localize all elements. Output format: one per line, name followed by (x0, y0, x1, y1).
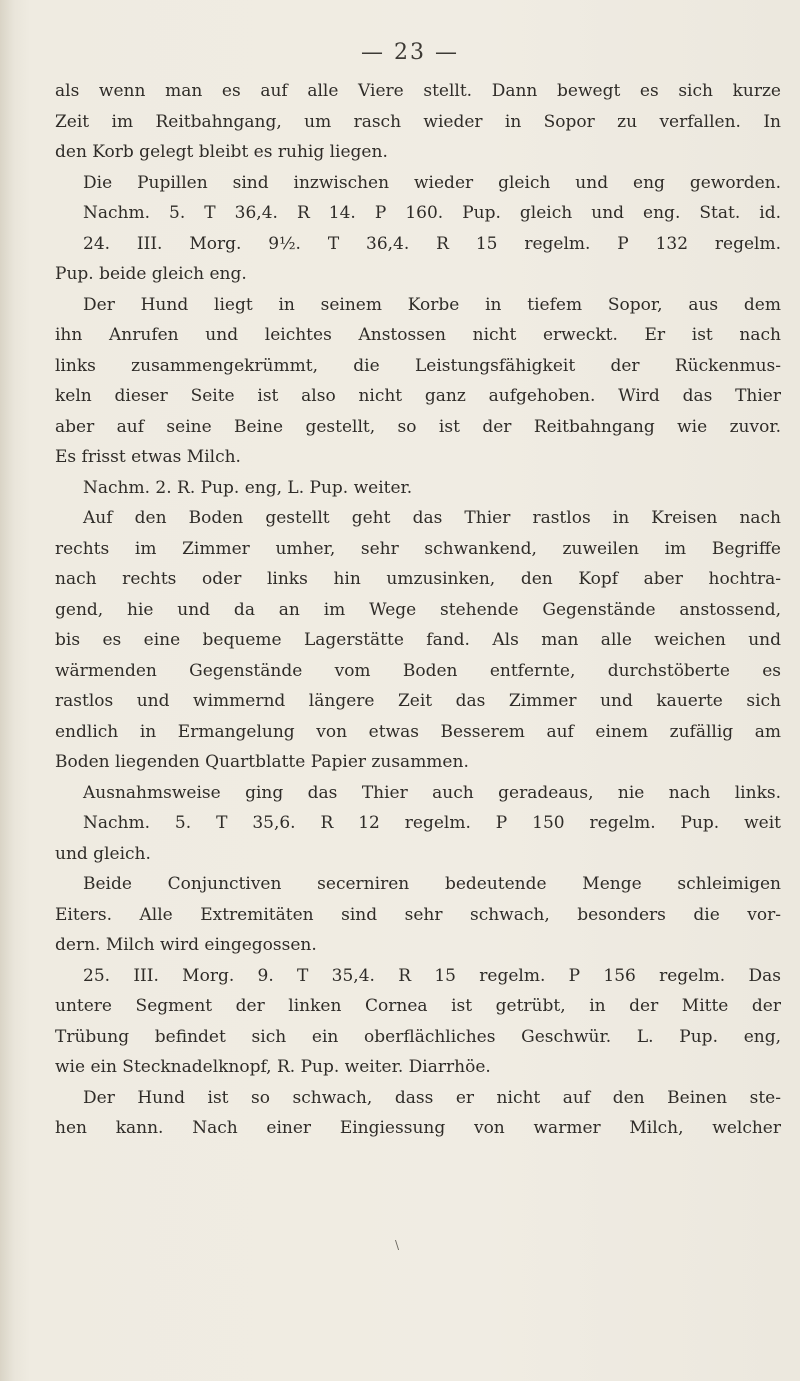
text-line: rechts im Zimmer umher, sehr schwankend, zuweilen im Begriffe (55, 538, 781, 559)
text-line: links zusammengekrümmt, die Leistungsfähigkeit der Rückenmus- (55, 355, 781, 376)
page-number: — 23 — (361, 40, 459, 65)
text-line: gend, hie und da an im Wege stehende Gegenstände anstossend, (55, 599, 781, 620)
text-line: keln dieser Seite ist also nicht ganz aufgehoben. Wird das Thier (55, 386, 781, 406)
text-line: Der Hund liegt in seinem Korbe in tiefem Sopor, aus dem (83, 294, 781, 315)
text-line: Beide Conjunctiven secerniren bedeutende Menge schleimigen (83, 874, 781, 894)
text-line: und gleich. (55, 843, 151, 864)
text-line: hen kann. Nach einer Eingiessung von warmer Milch, welcher (55, 1118, 781, 1138)
text-line: 25. III. Morg. 9. T 35,4. R 15 regelm. P 156 regelm. Das (83, 965, 781, 986)
footer-mark: \ (395, 1238, 400, 1252)
text-line: aber auf seine Beine gestellt, so ist der Reitbahngang wie zuvor. (55, 416, 781, 437)
text-line: untere Segment der linken Cornea ist getrübt, in der Mitte der (55, 996, 781, 1016)
text-line: nach rechts oder links hin umzusinken, den Kopf aber hochtra- (55, 569, 781, 589)
text-line: Es frisst etwas Milch. (55, 447, 241, 467)
text-line: Trübung befindet sich ein oberflächliches Geschwür. L. Pup. eng, (55, 1026, 781, 1047)
text-line: dern. Milch wird eingegossen. (55, 935, 317, 955)
text-line: wärmenden Gegenstände vom Boden entfernte, durchstöberte es (55, 660, 781, 681)
text-line: den Korb gelegt bleibt es ruhig liegen. (55, 142, 388, 162)
text-line: Der Hund ist so schwach, dass er nicht auf den Beinen ste- (83, 1087, 781, 1108)
text-line: Zeit im Reitbahngang, um rasch wieder in Sopor zu verfallen. In (55, 111, 781, 132)
text-line: wie ein Stecknadelknopf, R. Pup. weiter. Diarrhöe. (55, 1057, 491, 1077)
text-line: bis es eine bequeme Lagerstätte fand. Als man alle weichen und (55, 630, 781, 650)
text-line: Pup. beide gleich eng. (55, 264, 247, 284)
text-line: als wenn man es auf alle Viere stellt. Dann bewegt es sich kurze (55, 81, 781, 101)
text-line: Die Pupillen sind inzwischen wieder gleich und eng geworden. (83, 172, 781, 193)
text-line: ihn Anrufen und leichtes Anstossen nicht erweckt. Er ist nach (55, 325, 781, 345)
text-line: endlich in Ermangelung von etwas Besserem auf einem zufällig am (55, 721, 781, 742)
text-line: Nachm. 2. R. Pup. eng, L. Pup. weiter. (83, 477, 413, 498)
text-line: Eiters. Alle Extremitäten sind sehr schwach, besonders die vor- (55, 904, 781, 925)
body-text (55, 76, 781, 1144)
text-line: Nachm. 5. T 36,4. R 14. P 160. Pup. gleich und eng. Stat. id. (83, 203, 781, 223)
text-line: rastlos und wimmernd längere Zeit das Zimmer und kauerte sich (55, 691, 781, 711)
text-line: Auf den Boden gestellt geht das Thier rastlos in Kreisen nach (83, 508, 781, 528)
text-line: Ausnahmsweise ging das Thier auch geradeaus, nie nach links. (83, 782, 781, 803)
text-line: Nachm. 5. T 35,6. R 12 regelm. P 150 regelm. Pup. weit (83, 813, 781, 833)
text-line: Boden liegenden Quartblatte Papier zusammen. (55, 752, 469, 772)
text-line: 24. III. Morg. 9½. T 36,4. R 15 regelm. P 132 regelm. (83, 233, 781, 254)
